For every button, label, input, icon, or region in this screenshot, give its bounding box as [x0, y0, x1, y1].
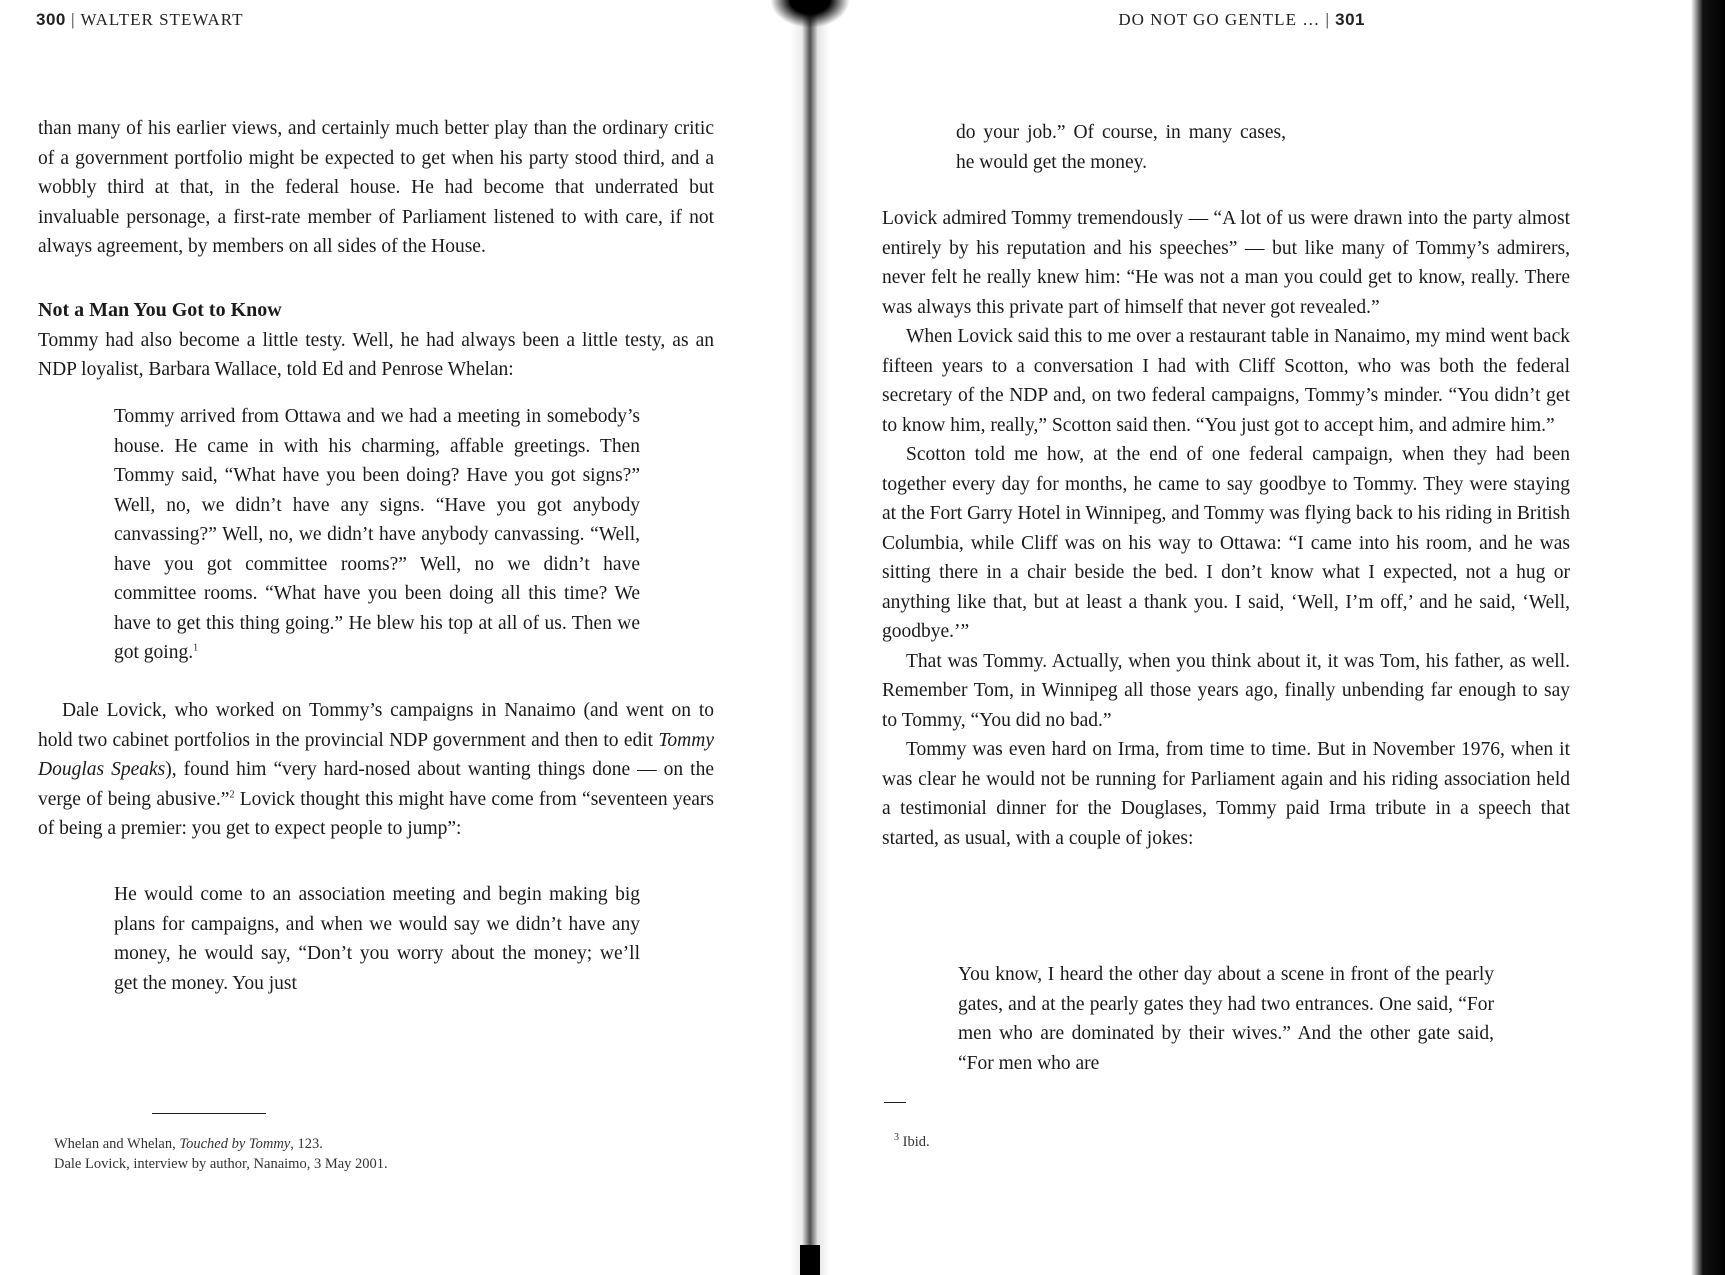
- lovick-text-1: Dale Lovick, who worked on Tommy’s campaigns in Nanaimo (and went on to hold two cabinet portfolios in the provincial NDP government and then to edit: [38, 700, 714, 751]
- right-footnotes: [894, 1132, 1194, 1152]
- block-quote-3: You know, I heard the other day about a scene in front of the pearly gates, and at the pearly gates they had two entrances. One said, “For men who are dominated by their wives.” And the other gate said, “For men who are: [958, 964, 1494, 1074]
- right-main-text: [882, 204, 1570, 853]
- footnote-ref-2: 2: [229, 789, 235, 800]
- left-page: [0, 0, 808, 1275]
- right-running-head: [1118, 10, 1365, 30]
- lovick-paragraph-block: [38, 696, 714, 844]
- footnote-1: [54, 1134, 574, 1154]
- footnote-3: [894, 1132, 1194, 1152]
- paragraph-lovick-admired: Lovick admired Tommy tremendously — “A lot of us were drawn into the party almost entirely by his reputation and his speeches” — but like many of Tommy’s admirers, never felt he really knew him: “He was not a man you could get to know, really. There was always this private part of himself that never got revealed.”: [882, 208, 1570, 318]
- footnote-1-title: Touched by Tommy: [179, 1136, 291, 1152]
- block-quote-2: He would come to an association meeting and begin making big plans for campaigns, and when we would say we didn’t have any money, he would say, “Don’t you worry about the money; we’ll get the money. You just: [114, 884, 640, 994]
- paragraph-restaurant-table: When Lovick said this to me over a restaurant table in Nanaimo, my mind went back fifteen years to a conversation I had with Cliff Scotton, who was both the federal secretary of the NDP and, on two federal campaigns, Tommy’s minder. “You didn’t get to know him, really,” Scotton said then. “You just got to accept him, and admire him.”: [882, 326, 1570, 436]
- block-quote-1: [114, 402, 640, 668]
- left-footnotes: [54, 1134, 574, 1174]
- footnote-ref-1: 1: [193, 642, 199, 654]
- left-page-number: 300: [36, 10, 66, 29]
- section-block: [38, 296, 714, 385]
- footnote-1-page: , 123.: [290, 1136, 323, 1152]
- right-page-number: 301: [1335, 10, 1365, 29]
- section-heading: Not a Man You Got to Know: [38, 299, 282, 321]
- opening-paragraph: than many of his earlier views, and certainly much better play than the ordinary critic of a government portfolio might be expected to get when his party stood third, and a wobbly third at that, in the federal house. He had become that underrated but invaluable personage, a first-rate member of Parliament listened to with care, if not always agreement, by members on all sides of the House.: [38, 118, 714, 257]
- book-title-tommy-douglas-speaks: Tommy Douglas Speaks: [38, 729, 714, 780]
- right-running-head-title: DO NOT GO GENTLE …: [1118, 10, 1321, 29]
- footnote-3-text: Ibid.: [902, 1134, 930, 1150]
- right-page: [808, 0, 1725, 1275]
- paragraph-hard-on-irma: Tommy was even hard on Irma, from time to time. But in November 1976, when it was clear he would not be running for Parliament again and his riding association held a testimonial dinner for the Douglases, Tommy paid Irma tribute in a speech that started, as usual, with a couple of jokes:: [882, 739, 1570, 849]
- left-footnote-rule: [152, 1113, 266, 1114]
- barbara-wallace-quote: [114, 402, 640, 668]
- left-opening-paragraph-block: [38, 114, 714, 262]
- footnote-3-number: 3: [894, 1132, 899, 1144]
- lovick-paragraph: [38, 696, 714, 844]
- quote-continuation: [956, 118, 1286, 177]
- pearly-gates-quote: [958, 960, 1494, 1078]
- lovick-quote: [114, 880, 640, 998]
- lovick-text-3: Lovick thought this might have come from “seventeen years of being a premier: you get to expect people to jump”:: [38, 788, 714, 839]
- footnote-2: Dale Lovick, interview by author, Nanaimo, 3 May 2001.: [54, 1156, 388, 1172]
- section-intro-paragraph: Tommy had also become a little testy. Well, he had always been a little testy, as an NDP loyalist, Barbara Wallace, told Ed and Penrose Whelan:: [38, 329, 714, 380]
- running-head-separator: |: [1325, 10, 1336, 29]
- right-footnote-rule: [884, 1102, 906, 1103]
- paragraph-that-was-tommy: That was Tommy. Actually, when you think about it, it was Tom, his father, as well. Remember Tom, in Winnipeg all those years ago, finally unbending far enough to say to Tommy, “You did no bad.”: [882, 650, 1570, 731]
- left-running-head: [36, 10, 243, 30]
- lovick-text-2: ), found him “very hard-nosed about wanting things done — on the verge of being abusive.”: [38, 759, 714, 810]
- paragraph-scotton-goodbye: Scotton told me how, at the end of one federal campaign, when they had been together every day for months, he came to say goodbye to Tommy. They were staying at the Fort Garry Hotel in Winnipeg, and Tommy was flying back to his riding in British Columbia, while Cliff was on his way to Ottawa: “I came into his room, and he was sitting there in a chair beside the bed. I don’t know what I expected, not a hug or anything like that, but at least a thank you. I said, ‘Well, I’m off,’ and he said, ‘Well, goodbye.’”: [882, 444, 1570, 642]
- block-quote-2-continued: do your job.” Of course, in many cases, he would get the money.: [956, 122, 1286, 173]
- left-running-head-title: WALTER STEWART: [80, 10, 244, 29]
- running-head-separator: |: [71, 10, 81, 29]
- block-quote-1-text: Tommy arrived from Ottawa and we had a meeting in somebody’s house. He came in with his charming, affable greetings. Then Tommy said, “What have you been doing? Have you got signs?” Well, no, we didn’t have any signs. “Have you got anybody canvassing?” Well, no, we didn’t have anybody canvassing. “Well, have you got committee rooms?” Well, no we didn’t have committee rooms. “What have you been doing all this time? We have to get this thing going.” He blew his top at all of us. Then we got going.: [114, 406, 640, 663]
- footnote-1-author: Whelan and Whelan,: [54, 1136, 180, 1152]
